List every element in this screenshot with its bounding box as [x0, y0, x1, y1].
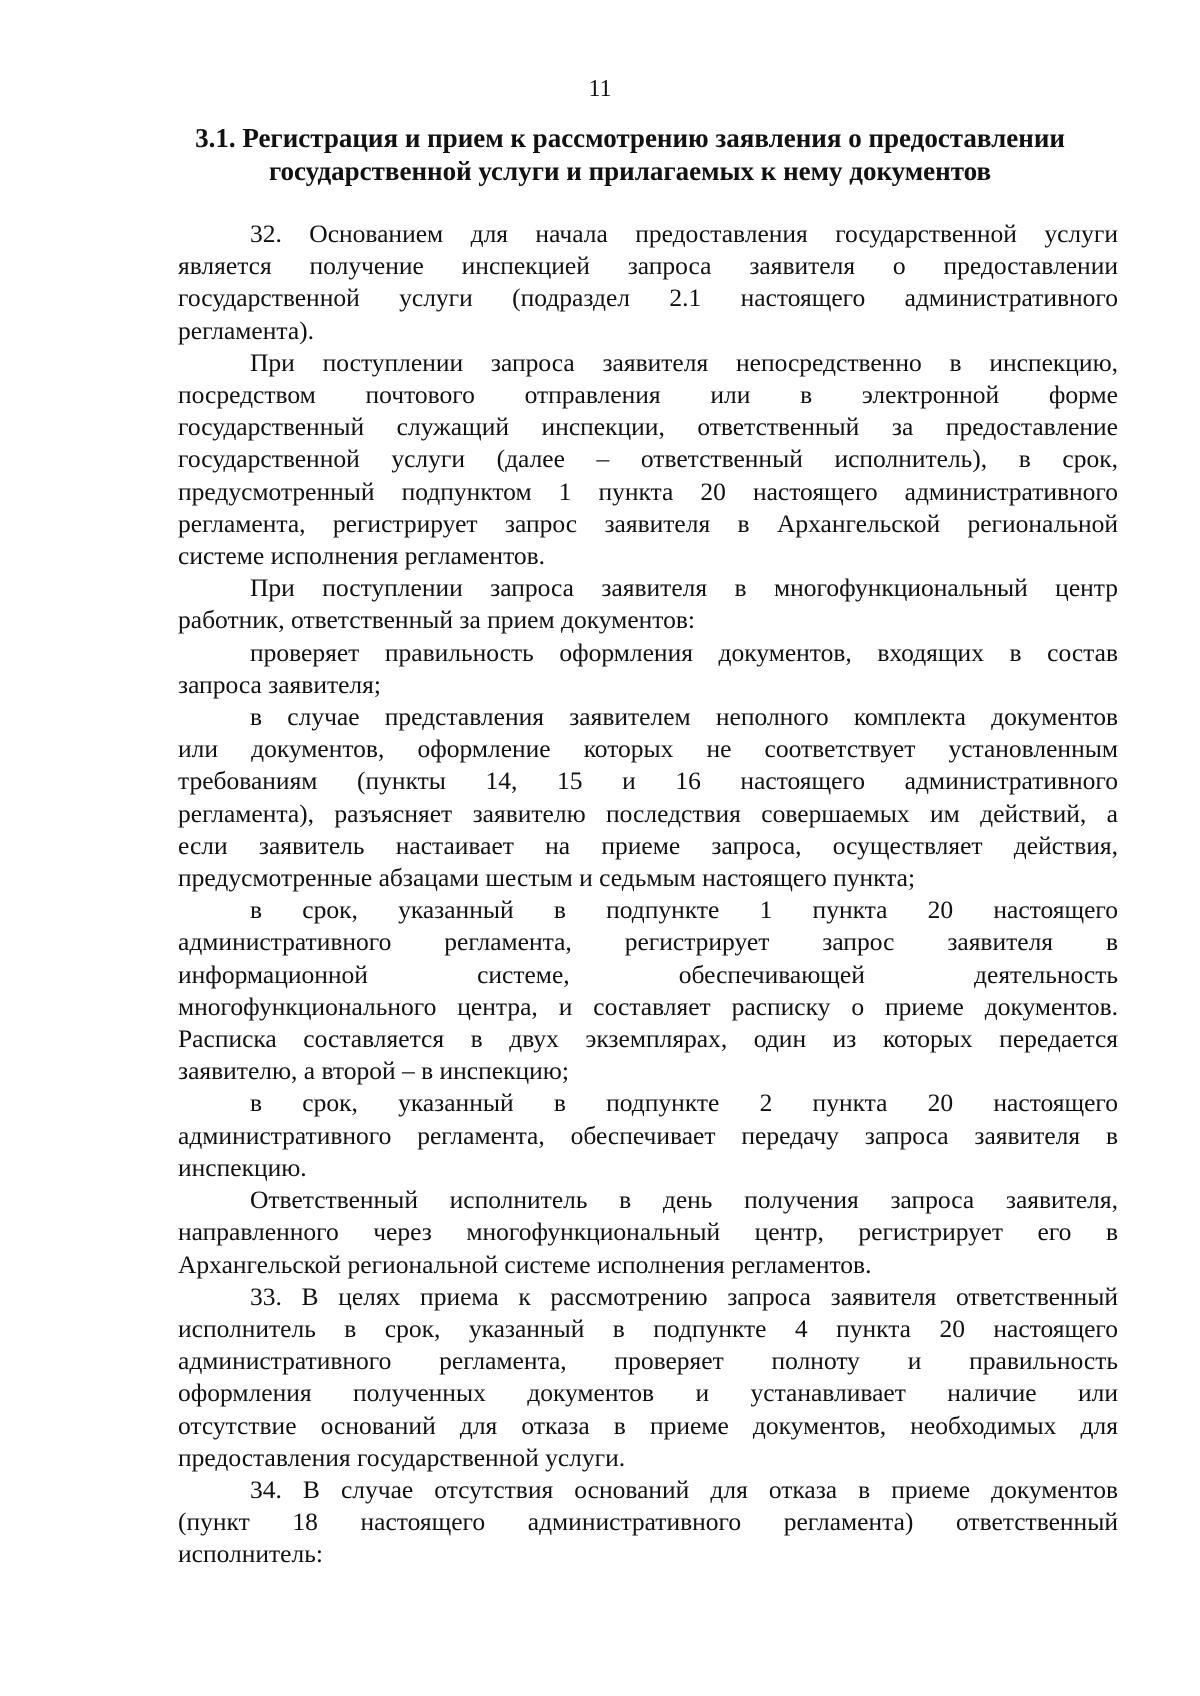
paragraph-line: системе исполнения регламентов.	[178, 541, 546, 571]
section-heading	[160, 122, 1100, 188]
paragraph-line: или документов, оформление которых не соответствует установленным	[178, 734, 1118, 764]
paragraph-line: в срок, указанный в подпункте 1 пункта 20 настоящего	[250, 895, 1118, 925]
paragraph-line: административного регламента, проверяет полноту и правильность	[178, 1346, 1118, 1376]
paragraph-line: предусмотренные абзацами шестым и седьмым настоящего пункта;	[178, 863, 916, 893]
paragraph-line: является получение инспекцией запроса заявителя о предоставлении	[178, 251, 1118, 281]
paragraph-line: работник, ответственный за прием документов:	[178, 605, 695, 635]
paragraph-34	[178, 1474, 1118, 1571]
paragraph-line: заявителю, а второй – в инспекцию;	[178, 1056, 569, 1086]
paragraph-line: отсутствие оснований для отказа в приеме документов, необходимых для	[178, 1410, 1118, 1440]
paragraph-transfers-request	[178, 1087, 1118, 1184]
paragraph-inspection-receipt	[178, 347, 1118, 572]
paragraph-33	[178, 1281, 1118, 1474]
paragraph-line: проверяет правильность оформления документов, входящих в состав	[250, 637, 1118, 667]
paragraph-line: запроса заявителя;	[178, 669, 381, 699]
paragraph-line: государственной услуги (подраздел 2.1 настоящего административного	[178, 283, 1118, 313]
paragraph-line: При поступлении запроса заявителя непосредственно в инспекцию,	[250, 347, 1118, 377]
paragraph-line: исполнитель в срок, указанный в подпункте 4 пункта 20 настоящего	[178, 1313, 1118, 1343]
paragraph-line: направленного через многофункциональный центр, регистрирует его в	[178, 1217, 1118, 1247]
document-body	[178, 218, 1118, 1571]
section-heading-line: 3.1. Регистрация и прием к рассмотрению заявления о предоставлении	[195, 123, 1065, 153]
paragraph-line: Архангельской региональной системе исполнения регламентов.	[178, 1249, 872, 1279]
paragraph-registers-request	[178, 894, 1118, 1087]
paragraph-line: информационной системе, обеспечивающей деятельность	[178, 959, 1118, 989]
paragraph-line: оформления полученных документов и устанавливает наличие или	[178, 1378, 1118, 1408]
paragraph-line: 33. В целях приема к рассмотрению запроса заявителя ответственный	[250, 1281, 1118, 1311]
paragraph-executor-registers	[178, 1184, 1118, 1281]
paragraph-checks-documents	[178, 637, 1118, 701]
paragraph-line: государственный служащий инспекции, ответственный за предоставление	[178, 412, 1118, 442]
paragraph-line: предоставления государственной услуги.	[178, 1442, 626, 1472]
paragraph-line: административного регламента, регистрирует запрос заявителя в	[178, 927, 1118, 957]
paragraph-line: инспекцию.	[178, 1152, 307, 1182]
paragraph-line: Расписка составляется в двух экземплярах, один из которых передается	[178, 1024, 1118, 1054]
paragraph-line: многофункционального центра, и составляет расписку о приеме документов.	[178, 991, 1118, 1021]
paragraph-line: регламента), разъясняет заявителю последствия совершаемых им действий, а	[178, 798, 1118, 828]
paragraph-mfc-receipt	[178, 572, 1118, 636]
paragraph-line: государственной услуги (далее – ответственный исполнитель), в срок,	[178, 444, 1118, 474]
paragraph-line: При поступлении запроса заявителя в многофункциональный центр	[250, 573, 1118, 603]
page-number: 11	[588, 76, 612, 102]
paragraph-line: регламента, регистрирует запрос заявителя в Архангельской региональной	[178, 508, 1118, 538]
paragraph-line: в срок, указанный в подпункте 2 пункта 20 настоящего	[250, 1088, 1118, 1118]
paragraph-line: Ответственный исполнитель в день получения запроса заявителя,	[250, 1185, 1118, 1215]
paragraph-line: требованиям (пункты 14, 15 и 16 настоящего административного	[178, 766, 1118, 796]
paragraph-32	[178, 218, 1118, 347]
paragraph-line: (пункт 18 настоящего административного регламента) ответственный	[178, 1507, 1118, 1537]
paragraph-line: в случае представления заявителем неполного комплекта документов	[250, 702, 1118, 732]
paragraph-line: посредством почтового отправления или в электронной форме	[178, 380, 1118, 410]
paragraph-line: регламента).	[178, 315, 315, 345]
paragraph-line: предусмотренный подпунктом 1 пункта 20 настоящего административного	[178, 476, 1118, 506]
paragraph-line: 32. Основанием для начала предоставления государственной услуги	[250, 219, 1118, 248]
paragraph-line: 34. В случае отсутствия оснований для отказа в приеме документов	[250, 1474, 1118, 1504]
paragraph-line: если заявитель настаивает на приеме запроса, осуществляет действия,	[178, 830, 1118, 860]
paragraph-line: административного регламента, обеспечивает передачу запроса заявителя в	[178, 1120, 1118, 1150]
paragraph-line: исполнитель:	[178, 1539, 323, 1569]
paragraph-incomplete-set	[178, 701, 1118, 894]
section-heading-line: государственной услуги и прилагаемых к нему документов	[268, 156, 992, 186]
